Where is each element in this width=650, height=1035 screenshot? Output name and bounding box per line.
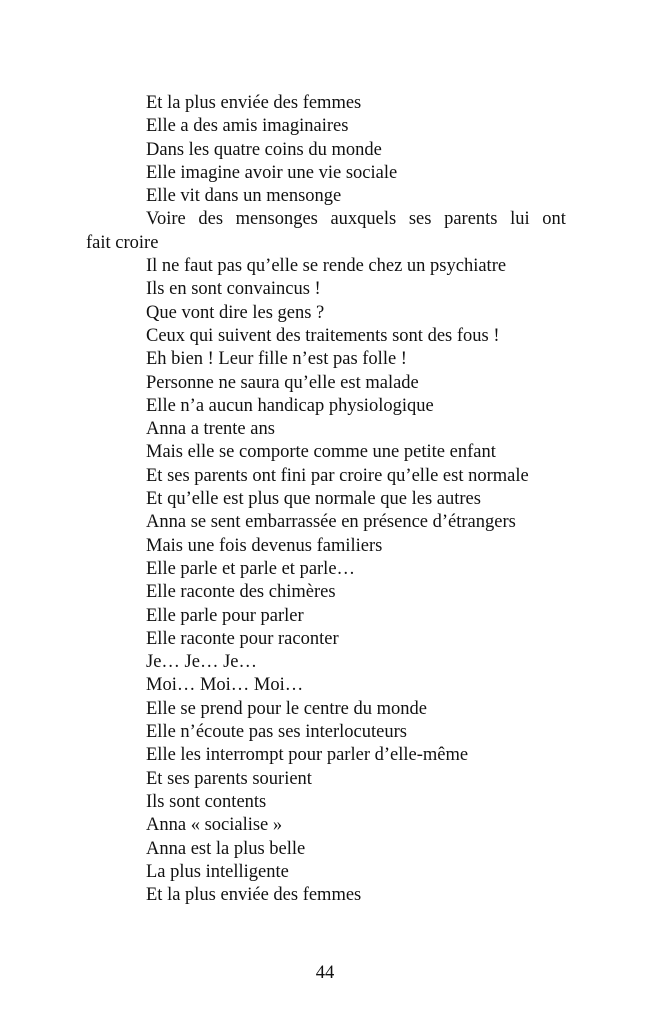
poem-line: Et la plus enviée des femmes — [146, 93, 362, 113]
poem-line: Elle n’écoute pas ses interlocuteurs — [146, 722, 407, 743]
poem-word: ont — [542, 209, 566, 230]
poem-line: Que vont dire les gens ? — [146, 302, 325, 323]
page-number: 44 — [315, 963, 335, 983]
poem-word: ses — [408, 209, 432, 230]
poem-word: auxquels — [330, 209, 397, 230]
poem-line: Elle parle pour parler — [146, 605, 304, 626]
poem-line: Elle se prend pour le centre du monde — [146, 698, 427, 719]
poem-line: Je… Je… Je… — [146, 652, 257, 673]
poem-line: Elle n’a aucun handicap physiologique — [146, 395, 434, 416]
poem-line-wrapped — [86, 208, 566, 231]
poem-word: parents — [444, 209, 498, 230]
poem-line: Et ses parents sourient — [146, 768, 312, 789]
poem-line: Et qu’elle est plus que normale que les autres — [146, 489, 481, 510]
poem-word: Voire — [146, 209, 186, 230]
poem-line: Anna se sent embarrassée en présence d’étrangers — [146, 512, 516, 533]
poem-line: Elle vit dans un mensonge — [146, 186, 342, 207]
poem-line: Ils sont contents — [146, 791, 267, 812]
poem-word: lui — [510, 209, 530, 230]
poem-line: Ils en sont convaincus ! — [146, 279, 321, 300]
poem-line: Et ses parents ont fini par croire qu’elle est normale — [146, 465, 529, 486]
poem-line: Eh bien ! Leur fille n’est pas folle ! — [146, 349, 407, 370]
poem-line: Il ne faut pas qu’elle se rende chez un psychiatre — [146, 256, 507, 277]
poem-line: Mais une fois devenus familiers — [146, 535, 383, 556]
poem-line: Elle parle et parle et parle… — [146, 558, 356, 579]
poem-line: Ceux qui suivent des traitements sont des fous ! — [146, 325, 500, 346]
poem-line: Moi… Moi… Moi… — [146, 675, 304, 696]
poem-line: La plus intelligente — [146, 861, 289, 882]
poem-line: Anna est la plus belle — [146, 838, 306, 859]
poem-line: Dans les quatre coins du monde — [146, 139, 382, 160]
poem-line: Elle raconte pour raconter — [146, 628, 339, 649]
poem-line: Et la plus enviée des femmes — [146, 885, 362, 906]
poem-body — [86, 92, 566, 907]
poem-line: Anna a trente ans — [146, 419, 275, 440]
poem-line: Mais elle se comporte comme une petite enfant — [146, 442, 496, 463]
poem-line-continuation: fait croire — [86, 232, 159, 253]
poem-line: Anna « socialise » — [146, 815, 283, 836]
poem-line: Elle raconte des chimères — [146, 582, 336, 603]
poem-line: Elle imagine avoir une vie sociale — [146, 162, 398, 183]
poem-lines-before — [86, 92, 566, 208]
poem-word: mensonges — [235, 209, 318, 230]
poem-word: des — [198, 209, 224, 230]
poem-line: Personne ne saura qu’elle est malade — [146, 372, 419, 393]
poem-line: Elle les interrompt pour parler d’elle-même — [146, 745, 469, 766]
poem-line: Elle a des amis imaginaires — [146, 116, 349, 137]
poem-lines-after — [86, 255, 566, 907]
